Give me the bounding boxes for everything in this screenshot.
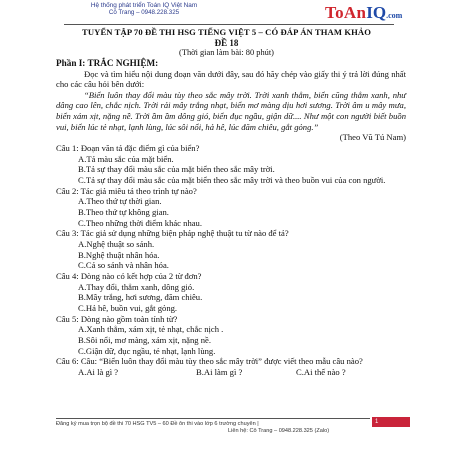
question-text: Câu 1: Đoạn văn tả đặc điểm gì của biển? — [56, 143, 200, 154]
question-1 — [56, 143, 406, 185]
answer-option: B.Nghệ thuật nhân hóa. — [78, 249, 160, 260]
answer-options-row — [56, 367, 406, 378]
toaniq-logo — [325, 3, 425, 25]
document-body — [56, 58, 406, 378]
logo-main-text: ToAn — [325, 3, 367, 22]
answer-option: B.Ai làm gì ? — [196, 367, 243, 377]
question-6 — [56, 356, 406, 377]
answer-option: C.Tả sự thay đổi màu sắc của mặt biển theo sắc mây trời và theo buồn vui của con người. — [78, 174, 386, 185]
question-4 — [56, 271, 406, 313]
footer — [56, 421, 410, 435]
answer-option: A.Thay đổi, thẳm xanh, dông gió. — [78, 281, 195, 292]
intro-paragraph: Đọc và tìm hiểu nội dung đoạn văn dưới đây, sau đó hãy chép vào giấy thi ý trả lời đúng nhất cho các câu hỏi bên dưới: — [56, 68, 406, 90]
answer-option: A.Tả màu sắc của mặt biển. — [78, 153, 174, 164]
question-text: Câu 5: Dòng nào gồm toàn tính từ? — [56, 313, 178, 324]
passage-quote: “Biển luôn thay đổi màu tùy theo sắc mây trời. Trời xanh thẳm, biển cũng thẳm xanh, như dâng cao lên, chắc nịch. Trời rải mây trắng nhạt, biển mơ màng dịu hơi sương. Trời âm u mây mưa, biển xám xịt, nặng nề. Trời ầm ầm dông gió, biển đục ngầu, giận dữ.... Như một con người biết buồn vui, biển lúc tẻ nhạt, lạnh lùng, lúc sôi nổi, hả hê, lúc đăm chiêu, gắt gỏng.” — [56, 89, 406, 132]
answer-option: A.Nghệ thuật so sánh. — [78, 238, 155, 249]
passage-source: (Theo Vũ Tú Nam) — [339, 132, 406, 143]
answer-option: C.Ai thế nào ? — [296, 367, 346, 377]
section-heading: Phần I: TRẮC NGHIỆM: — [56, 58, 159, 68]
exam-number: ĐỀ 18 — [214, 38, 239, 48]
question-2 — [56, 186, 406, 228]
header-divider — [64, 24, 394, 25]
footer-line-1: Đăng ký mua trọn bộ đề thi 70 HSG TV5 – 60 Đề ôn thi vào lớp 6 trường chuyên | — [56, 421, 259, 427]
answer-option: A.Xanh thẳm, xám xịt, tẻ nhạt, chắc nịch . — [78, 324, 224, 335]
header-line-1: Hệ thống phát triển Toán IQ Việt Nam — [90, 2, 198, 9]
footer-divider — [56, 418, 370, 419]
document-title: TUYỂN TẬP 70 ĐỀ THI HSG TIẾNG VIỆT 5 – CÓ ĐÁP ÁN THAM KHẢO — [82, 27, 371, 37]
answer-option: C.Giận dữ, đục ngầu, tẻ nhạt, lạnh lùng. — [78, 345, 216, 356]
question-text: Câu 6: Câu: “Biển luôn thay đổi màu tùy theo sắc mây trời” được viết theo mẫu câu nào? — [56, 356, 363, 367]
answer-option: C.Hả hê, buồn vui, gắt gỏng. — [78, 302, 178, 313]
answer-option: A.Ai là gì ? — [78, 367, 119, 377]
question-5 — [56, 314, 406, 356]
answer-option: A.Theo thứ tự thời gian. — [78, 196, 162, 207]
answer-option: B.Theo thứ tự không gian. — [78, 206, 169, 217]
answer-option: B.Mây trắng, hơi sương, đăm chiêu. — [78, 292, 203, 303]
answer-option: B.Tả sự thay đổi màu sắc của mặt biển theo sắc mây trời. — [78, 164, 275, 175]
answer-option: C.Theo những thời điểm khác nhau. — [78, 217, 203, 228]
header-line-2: Cô Trang – 0948.228.325 — [108, 9, 180, 17]
answer-option: C.Cả so sánh và nhân hóa. — [78, 260, 169, 271]
answer-option: B.Sôi nổi, mơ màng, xám xịt, nặng nề. — [78, 334, 211, 345]
question-text: Câu 2: Tác giả miêu tả theo trình tự nào? — [56, 185, 197, 196]
footer-line-2: Liên hệ: Cô Trang – 0948.228.325 (Zalo) — [228, 428, 330, 434]
question-3 — [56, 228, 406, 270]
logo-domain-text: .com — [386, 11, 403, 20]
header-brand — [64, 2, 224, 17]
page-number-badge: 1 — [372, 417, 410, 427]
question-text: Câu 3: Tác giả sử dụng những biện pháp nghệ thuật tu từ nào để tả? — [56, 228, 289, 239]
exam-time: (Thời gian làm bài: 80 phút) — [179, 48, 274, 57]
logo-iq-text: IQ — [366, 3, 387, 22]
question-text: Câu 4: Dòng nào có kết hợp của 2 từ đơn? — [56, 271, 202, 282]
